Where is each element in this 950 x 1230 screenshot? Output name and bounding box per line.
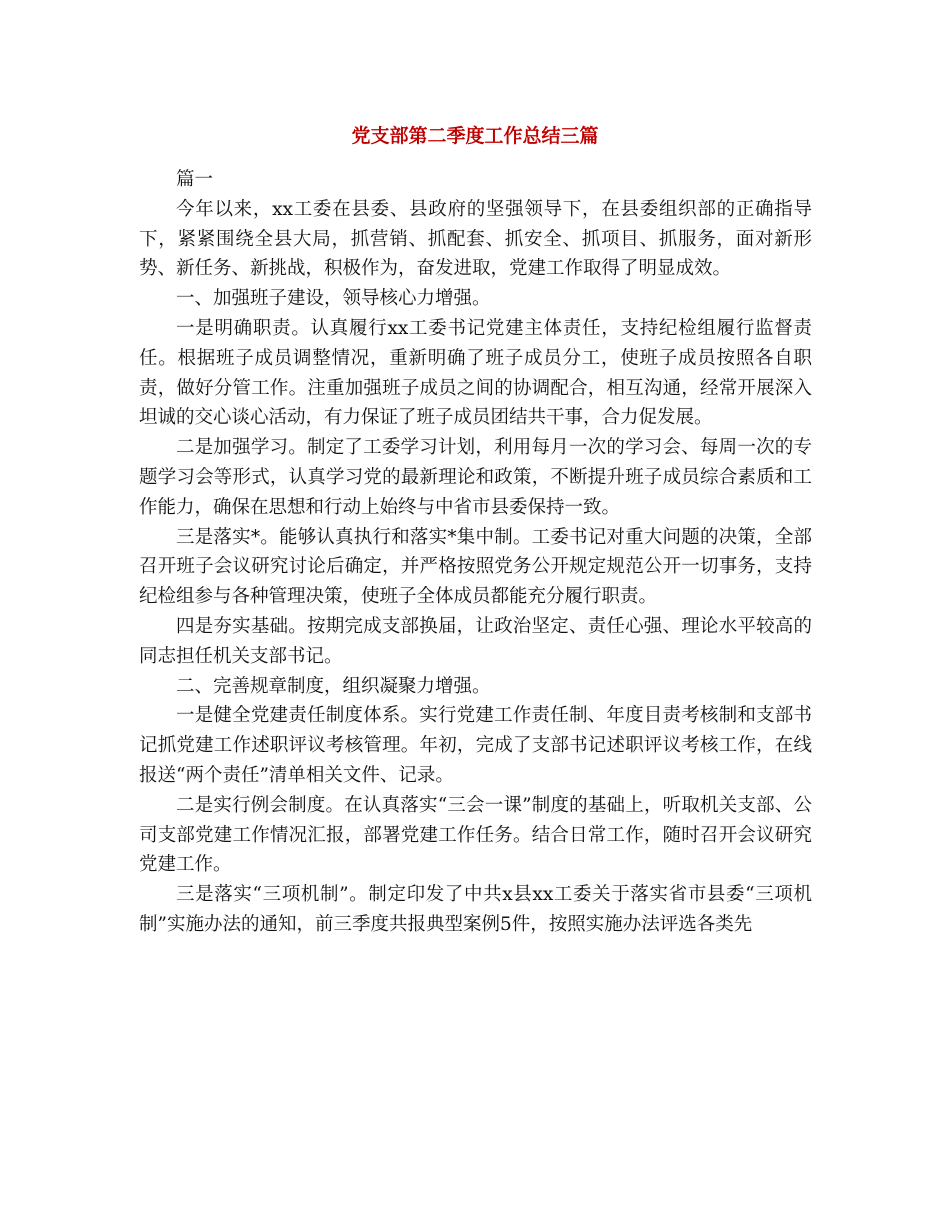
- section-heading: 二、完善规章制度，组织凝聚力增强。: [176, 675, 491, 697]
- section-heading: 篇一: [176, 169, 214, 190]
- document-body: [139, 165, 812, 940]
- section-heading: 一、加强班子建设，领导核心力增强。: [176, 288, 491, 310]
- document-title: 党支部第二季度工作总结三篇: [351, 125, 599, 147]
- paragraph: 二是加强学习。制定了工委学习计划，利用每月一次的学习会、每周一次的专题学习会等形式，认真学习党的最新理论和政策，不断提升班子成员综合素质和工作能力，确保在思想和行动上始终与中省市县委保持一致。: [139, 437, 812, 518]
- paragraph: 三是落实“三项机制”。制定印发了中共x县xx工委关于落实省市县委“三项机制”实施办法的通知，前三季度共报典型案例5件，按照实施办法评选各类先: [139, 884, 812, 935]
- paragraph: 一是健全党建责任制度体系。实行党建工作责任制、年度目责考核制和支部书记抓党建工作述职评议考核管理。年初，完成了支部书记述职评议考核工作，在线报送“两个责任”清单相关文件、记录。: [139, 705, 812, 786]
- paragraph: 今年以来，xx工委在县委、县政府的坚强领导下，在县委组织部的正确指导下，紧紧围绕全县大局，抓营销、抓配套、抓安全、抓项目、抓服务，面对新形势、新任务、新挑战，积极作为，奋发进取，党建工作取得了明显成效。: [139, 198, 812, 280]
- paragraph: 一是明确职责。认真履行xx工委书记党建主体责任，支持纪检组履行监督责任。根据班子成员调整情况，重新明确了班子成员分工，使班子成员按照各自职责，做好分管工作。注重加强班子成员之间的协调配合，相互沟通，经常开展深入坦诚的交心谈心活动，有力保证了班子成员团结共干事，合力促发展。: [139, 317, 812, 429]
- paragraph: 四是夯实基础。按期完成支部换届，让政治坚定、责任心强、理论水平较高的同志担任机关支部书记。: [139, 615, 812, 667]
- paragraph: 三是落实*。能够认真执行和落实*集中制。工委书记对重大问题的决策，全部召开班子会议研究讨论后确定，并严格按照党务公开规定规范公开一切事务，支持纪检组参与各种管理决策，使班子全体成员都能充分履行职责。: [139, 526, 812, 608]
- paragraph: 二是实行例会制度。在认真落实“三会一课”制度的基础上，听取机关支部、公司支部党建工作情况汇报，部署党建工作任务。结合日常工作，随时召开会议研究党建工作。: [139, 794, 812, 876]
